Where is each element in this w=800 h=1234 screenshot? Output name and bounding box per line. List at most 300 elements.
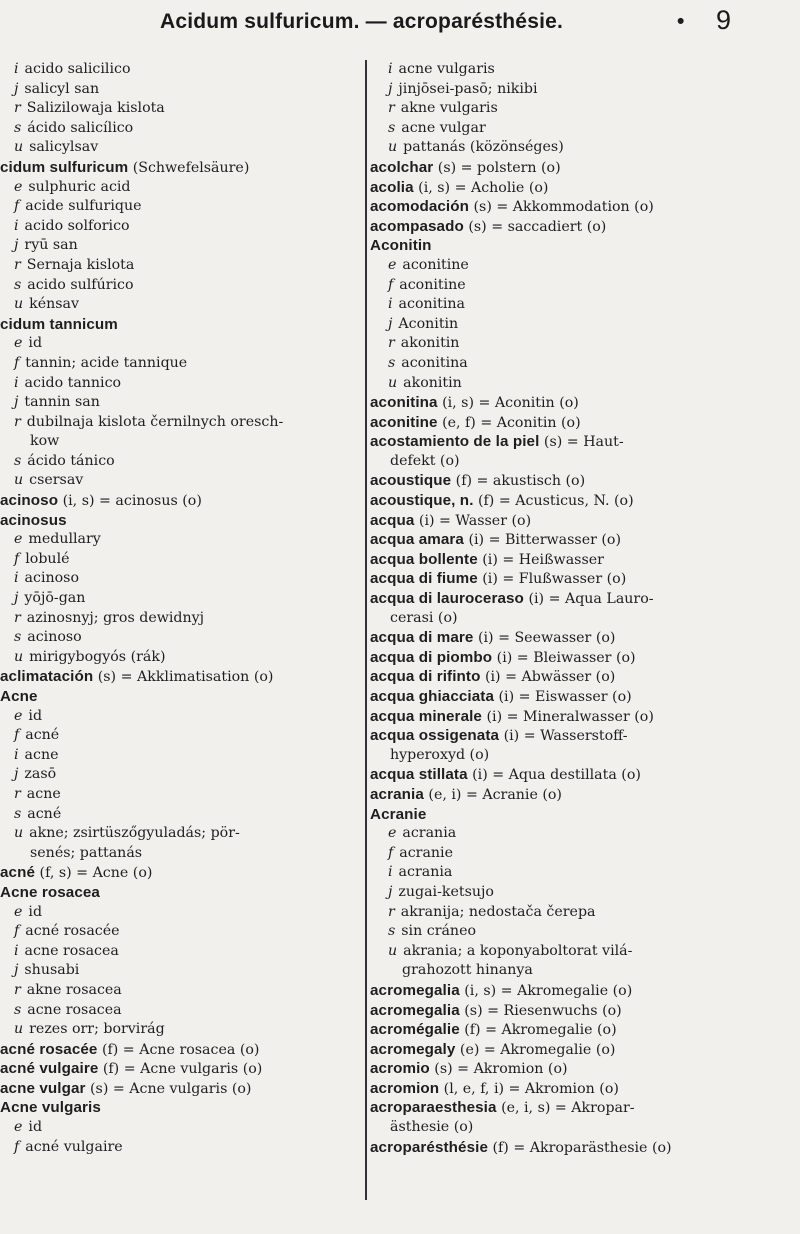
language-code: r bbox=[14, 413, 21, 430]
dictionary-entry bbox=[368, 471, 793, 491]
headword: acroparaesthesia bbox=[370, 1099, 497, 1117]
entry-definition: (s) = Akklimatisation (o) bbox=[93, 669, 274, 686]
translation-text: akonitin bbox=[403, 374, 462, 391]
translation-text: Aconitin bbox=[398, 315, 459, 332]
dictionary-entry bbox=[0, 1040, 352, 1060]
translation-line bbox=[0, 922, 352, 942]
dictionary-entry bbox=[0, 863, 352, 883]
translation-line bbox=[0, 276, 352, 296]
language-code: r bbox=[14, 100, 21, 117]
entry-definition: (s) = Akromion (o) bbox=[429, 1061, 568, 1078]
headword: acoustique bbox=[370, 472, 452, 490]
continuation-line bbox=[368, 961, 793, 981]
translation-line bbox=[0, 981, 352, 1001]
translation-line bbox=[0, 119, 352, 139]
translation-text: grahozott hinanya bbox=[402, 962, 533, 979]
language-code: i bbox=[388, 61, 393, 77]
entry-definition: (l, e, f, i) = Akromion (o) bbox=[439, 1080, 619, 1097]
headword: acolia bbox=[370, 178, 414, 196]
entry-definition: (f) = Akromegalie (o) bbox=[459, 1022, 617, 1039]
translation-text: akrania; a koponyaboltorat vilá- bbox=[403, 942, 633, 959]
headword: cidum tannicum bbox=[0, 315, 118, 333]
page-header bbox=[0, 0, 800, 44]
entry-definition: (i) = Heißwasser bbox=[477, 551, 604, 568]
language-code: r bbox=[14, 981, 21, 998]
headword: acqua bollente bbox=[370, 550, 478, 568]
translation-line bbox=[0, 374, 352, 394]
headword: acqua bbox=[370, 511, 415, 529]
translation-text: acrania bbox=[402, 825, 457, 842]
translation-text: acne vulgaris bbox=[398, 61, 495, 77]
headword: acqua minerale bbox=[370, 707, 482, 725]
headword: Acranie bbox=[370, 805, 427, 823]
continuation-line bbox=[368, 609, 793, 629]
translation-text: acide sulfurique bbox=[25, 198, 142, 215]
dictionary-entry bbox=[0, 1059, 352, 1079]
headword: acinoso bbox=[0, 492, 59, 510]
headword: acqua amara bbox=[370, 531, 464, 549]
translation-text: acranie bbox=[399, 844, 453, 861]
translation-line bbox=[0, 805, 352, 825]
headword: acompasado bbox=[370, 217, 464, 235]
translation-text: salicyl san bbox=[24, 80, 100, 97]
dictionary-entry bbox=[368, 707, 793, 727]
language-code: e bbox=[14, 335, 23, 352]
translation-text: hyperoxyd (o) bbox=[390, 746, 490, 763]
translation-line bbox=[0, 1138, 352, 1158]
language-code: i bbox=[14, 746, 19, 763]
translation-text: zasō bbox=[24, 766, 57, 783]
headword: acné rosacée bbox=[0, 1040, 98, 1058]
dictionary-entry bbox=[0, 491, 352, 511]
translation-text: azinosnyj; gros dewidnyj bbox=[26, 609, 205, 626]
entry-definition: (s) = Acne vulgaris (o) bbox=[85, 1080, 252, 1097]
translation-text: Salizilowaja kislota bbox=[26, 100, 165, 117]
translation-line bbox=[368, 60, 793, 80]
dictionary-entry bbox=[368, 1098, 793, 1118]
headword: acromegalia bbox=[370, 981, 460, 999]
dictionary-entry bbox=[368, 1059, 793, 1079]
translation-line bbox=[368, 354, 793, 374]
language-code: u bbox=[14, 648, 24, 665]
translation-text: id bbox=[28, 903, 43, 920]
dictionary-entry bbox=[0, 1098, 352, 1118]
language-code: i bbox=[14, 374, 19, 391]
headword: acomodación bbox=[370, 198, 469, 216]
translation-text: aconitina bbox=[398, 296, 466, 313]
entry-definition: (f) = Acusticus, N. (o) bbox=[473, 493, 634, 510]
dictionary-entry bbox=[368, 393, 793, 413]
translation-text: medullary bbox=[28, 531, 101, 548]
translation-line bbox=[0, 452, 352, 472]
dictionary-entry bbox=[368, 413, 793, 433]
dictionary-entry bbox=[368, 158, 793, 178]
language-code: s bbox=[14, 805, 22, 822]
translation-text: acido tannico bbox=[24, 374, 122, 391]
headword: aconitine bbox=[370, 413, 438, 431]
translation-line bbox=[0, 903, 352, 923]
language-code: f bbox=[14, 923, 20, 940]
dictionary-entry bbox=[368, 765, 793, 785]
translation-line bbox=[0, 334, 352, 354]
translation-line bbox=[368, 256, 793, 276]
dictionary-entry bbox=[368, 1020, 793, 1040]
translation-line bbox=[0, 589, 352, 609]
translation-line bbox=[0, 295, 352, 315]
translation-text: aconitina bbox=[401, 354, 468, 371]
language-code: r bbox=[14, 256, 21, 273]
dictionary-entry bbox=[0, 158, 352, 178]
dictionary-entry bbox=[368, 432, 793, 452]
translation-text: id bbox=[28, 335, 43, 352]
translation-text: sulphuric acid bbox=[28, 178, 131, 195]
translation-text: akonitin bbox=[400, 335, 460, 352]
translation-text: csersav bbox=[29, 472, 84, 489]
entry-definition: (i) = Bleiwasser (o) bbox=[492, 649, 636, 666]
dictionary-entry bbox=[368, 491, 793, 511]
dictionary-entry bbox=[368, 648, 793, 668]
entry-definition: (e, i) = Acranie (o) bbox=[423, 786, 562, 803]
translation-line bbox=[368, 863, 793, 883]
language-code: s bbox=[14, 1001, 22, 1018]
language-code: u bbox=[14, 1021, 24, 1038]
translation-text: kénsav bbox=[29, 296, 80, 313]
language-code: e bbox=[388, 256, 397, 273]
language-code: s bbox=[388, 119, 396, 136]
language-code: e bbox=[14, 531, 23, 548]
language-code: s bbox=[388, 354, 396, 371]
translation-line bbox=[0, 413, 352, 433]
dictionary-entry bbox=[368, 628, 793, 648]
language-code: e bbox=[14, 707, 23, 724]
entry-definition: (s) = Riesenwuchs (o) bbox=[459, 1002, 622, 1019]
translation-line bbox=[0, 236, 352, 256]
translation-line bbox=[0, 1118, 352, 1138]
translation-text: Sernaja kislota bbox=[26, 256, 135, 273]
left-column bbox=[0, 60, 352, 1157]
dictionary-entry bbox=[368, 1138, 793, 1158]
headword: acqua stillata bbox=[370, 766, 468, 784]
entry-definition: (i) = Seewasser (o) bbox=[473, 630, 616, 647]
translation-line bbox=[368, 80, 793, 100]
entry-definition: (s) = saccadiert (o) bbox=[463, 218, 607, 235]
language-code: u bbox=[14, 296, 24, 313]
entry-definition: (f) = Akroparästhesie (o) bbox=[488, 1139, 672, 1156]
headword: acoustique, n. bbox=[370, 492, 474, 510]
translation-line bbox=[368, 315, 793, 335]
dictionary-entry bbox=[368, 197, 793, 217]
language-code: u bbox=[388, 942, 398, 959]
translation-text: acinoso bbox=[24, 570, 79, 587]
headword: acromion bbox=[370, 1079, 440, 1097]
language-code: j bbox=[388, 315, 393, 332]
entry-definition: (i) = Wasserstoff- bbox=[499, 728, 628, 745]
entry-definition: (i) = Bitterwasser (o) bbox=[463, 532, 622, 549]
continuation-line bbox=[368, 1118, 793, 1138]
headword: acromegaly bbox=[370, 1040, 456, 1058]
dictionary-entry bbox=[368, 178, 793, 198]
entry-definition: (i) = Wasser (o) bbox=[414, 512, 532, 529]
translation-text: akne; zsirtüszőgyuladás; pör- bbox=[29, 825, 240, 842]
translation-text: ácido tánico bbox=[27, 452, 115, 469]
translation-line bbox=[0, 648, 352, 668]
language-code: j bbox=[14, 237, 19, 254]
translation-text: acido sulfúrico bbox=[27, 276, 134, 293]
dictionary-entry bbox=[368, 569, 793, 589]
translation-text: acinoso bbox=[27, 629, 82, 646]
dictionary-entry bbox=[368, 687, 793, 707]
translation-line bbox=[368, 99, 793, 119]
translation-text: akranija; nedostača čerepa bbox=[400, 903, 596, 920]
translation-line bbox=[0, 354, 352, 374]
page-number: 9 bbox=[716, 5, 732, 35]
translation-line bbox=[368, 844, 793, 864]
dictionary-entry bbox=[368, 785, 793, 805]
headword: acroparésthésie bbox=[370, 1138, 489, 1156]
headword: acromegalia bbox=[370, 1001, 460, 1019]
translation-line bbox=[0, 393, 352, 413]
language-code: i bbox=[14, 217, 19, 234]
entry-definition: (i, s) = acinosus (o) bbox=[58, 493, 202, 510]
entry-definition: (Schwefelsäure) bbox=[128, 159, 250, 176]
language-code: j bbox=[14, 394, 19, 411]
translation-line bbox=[368, 883, 793, 903]
entry-definition: (s) = Haut- bbox=[539, 434, 624, 451]
entry-definition: (s) = Akkommodation (o) bbox=[469, 199, 654, 216]
translation-text: dubilnaja kislota černilnych oresch- bbox=[26, 413, 284, 430]
language-code: u bbox=[388, 139, 398, 156]
entry-definition: (e, i, s) = Akropar- bbox=[496, 1100, 635, 1117]
translation-text: defekt (o) bbox=[390, 452, 460, 469]
translation-line bbox=[0, 765, 352, 785]
language-code: f bbox=[14, 354, 20, 371]
headword: acne vulgar bbox=[0, 1079, 86, 1097]
language-code: i bbox=[14, 942, 19, 959]
translation-text: acrania bbox=[398, 864, 453, 881]
dictionary-entry bbox=[0, 687, 352, 707]
translation-line bbox=[0, 569, 352, 589]
translation-line bbox=[0, 60, 352, 80]
dictionary-entry bbox=[368, 589, 793, 609]
translation-line bbox=[368, 276, 793, 296]
dictionary-entry bbox=[368, 981, 793, 1001]
headword: Aconitin bbox=[370, 237, 432, 255]
dictionary-entry bbox=[0, 315, 352, 335]
language-code: u bbox=[388, 374, 398, 391]
translation-line bbox=[368, 138, 793, 158]
headword: acqua di rifinto bbox=[370, 668, 481, 686]
dictionary-entry bbox=[0, 511, 352, 531]
translation-text: acné bbox=[25, 727, 60, 744]
right-column bbox=[367, 60, 793, 1157]
translation-line bbox=[0, 256, 352, 276]
language-code: r bbox=[388, 100, 395, 117]
language-code: e bbox=[14, 1119, 23, 1136]
translation-text: ryū san bbox=[24, 237, 78, 254]
headword: acromio bbox=[370, 1060, 430, 1078]
language-code: r bbox=[388, 335, 395, 352]
translation-line bbox=[0, 217, 352, 237]
entry-definition: (i) = Aqua destillata (o) bbox=[467, 767, 641, 784]
entry-definition: (i, s) = Aconitin (o) bbox=[437, 395, 579, 412]
continuation-line bbox=[0, 844, 352, 864]
entry-definition: (s) = polstern (o) bbox=[433, 159, 561, 176]
language-code: r bbox=[14, 785, 21, 802]
language-code: i bbox=[388, 864, 393, 881]
translation-line bbox=[368, 374, 793, 394]
translation-text: acne bbox=[24, 746, 59, 763]
headword: acqua di piombo bbox=[370, 648, 493, 666]
dictionary-entry bbox=[0, 1079, 352, 1099]
language-code: f bbox=[388, 844, 394, 861]
translation-line bbox=[0, 628, 352, 648]
translation-line bbox=[368, 295, 793, 315]
translation-text: ästhesie (o) bbox=[390, 1119, 474, 1136]
dictionary-entry bbox=[368, 236, 793, 256]
translation-text: acné rosacée bbox=[25, 923, 120, 940]
translation-line bbox=[0, 471, 352, 491]
language-code: r bbox=[388, 903, 395, 920]
translation-line bbox=[0, 942, 352, 962]
headword: aclimatación bbox=[0, 668, 94, 686]
entry-definition: (i) = Eiswasser (o) bbox=[494, 689, 632, 705]
dictionary-entry bbox=[368, 805, 793, 825]
language-code: s bbox=[388, 923, 396, 940]
language-code: u bbox=[14, 139, 24, 156]
translation-text: akne rosacea bbox=[26, 981, 122, 998]
continuation-line bbox=[368, 746, 793, 766]
entry-definition: (i) = Abwässer (o) bbox=[480, 669, 616, 686]
translation-text: sin cráneo bbox=[401, 923, 477, 940]
dictionary-entry bbox=[368, 511, 793, 531]
headword: aconitina bbox=[370, 394, 438, 412]
translation-line bbox=[368, 903, 793, 923]
language-code: s bbox=[14, 276, 22, 293]
translation-line bbox=[0, 99, 352, 119]
entry-definition: (i, s) = Acholie (o) bbox=[413, 179, 549, 196]
translation-text: pattanás (közönséges) bbox=[403, 139, 564, 156]
translation-text: acne rosacea bbox=[24, 942, 119, 959]
translation-line bbox=[0, 530, 352, 550]
translation-line bbox=[0, 726, 352, 746]
translation-text: rezes orr; borvirág bbox=[29, 1021, 165, 1038]
translation-line bbox=[0, 80, 352, 100]
translation-text: cerasi (o) bbox=[390, 609, 458, 626]
dictionary-entry bbox=[0, 883, 352, 903]
language-code: r bbox=[14, 609, 21, 626]
language-code: f bbox=[14, 1138, 20, 1155]
translation-text: mirigybogyós (rák) bbox=[29, 648, 166, 665]
entry-definition: (i) = Aqua Lauro- bbox=[523, 591, 654, 608]
headword: Acne bbox=[0, 688, 38, 705]
translation-line bbox=[0, 550, 352, 570]
translation-text: yōjō-gan bbox=[24, 590, 86, 607]
headword: Acne rosacea bbox=[0, 883, 100, 901]
language-code: f bbox=[388, 276, 394, 293]
headword: acrania bbox=[370, 785, 424, 803]
language-code: f bbox=[14, 198, 20, 215]
language-code: i bbox=[14, 570, 19, 587]
dictionary-entry bbox=[0, 667, 352, 687]
translation-text: acido salicilico bbox=[24, 61, 131, 77]
translation-text: acné vulgaire bbox=[25, 1138, 123, 1155]
translation-text: acne vulgar bbox=[401, 119, 486, 136]
dictionary-entry bbox=[368, 1079, 793, 1099]
translation-line bbox=[0, 138, 352, 158]
language-code: e bbox=[388, 825, 397, 842]
headword: acné bbox=[0, 864, 36, 882]
translation-line bbox=[0, 609, 352, 629]
language-code: i bbox=[388, 296, 393, 313]
headword: acostamiento de la piel bbox=[370, 433, 540, 451]
translation-line bbox=[0, 1001, 352, 1021]
translation-line bbox=[0, 707, 352, 727]
translation-line bbox=[368, 922, 793, 942]
headword: cidum sulfuricum bbox=[0, 158, 129, 176]
continuation-line bbox=[0, 432, 352, 452]
dictionary-entry bbox=[368, 550, 793, 570]
bullet-mark: • bbox=[677, 10, 685, 33]
language-code: u bbox=[14, 472, 24, 489]
translation-text: aconitine bbox=[399, 276, 466, 293]
dictionary-entry bbox=[368, 1040, 793, 1060]
headword: acné vulgaire bbox=[0, 1060, 99, 1078]
continuation-line bbox=[368, 452, 793, 472]
translation-text: salicylsav bbox=[29, 139, 99, 156]
headword: acromégalie bbox=[370, 1021, 460, 1039]
headword: acqua ossigenata bbox=[370, 727, 500, 745]
translation-line bbox=[368, 942, 793, 962]
language-code: s bbox=[14, 629, 22, 646]
language-code: f bbox=[14, 727, 20, 744]
entry-definition: (i) = Mineralwasser (o) bbox=[481, 708, 654, 725]
translation-line bbox=[0, 824, 352, 844]
translation-text: acné bbox=[27, 805, 62, 822]
headword: acqua di fiume bbox=[370, 570, 478, 588]
translation-text: jinjōsei-pasō; nikibi bbox=[398, 80, 538, 97]
dictionary-entry bbox=[368, 667, 793, 687]
dictionary-entry bbox=[368, 530, 793, 550]
language-code: j bbox=[14, 80, 19, 97]
language-code: j bbox=[14, 766, 19, 783]
translation-text: ácido salicílico bbox=[27, 119, 134, 136]
language-code: f bbox=[14, 550, 20, 567]
language-code: e bbox=[14, 903, 23, 920]
translation-line bbox=[0, 197, 352, 217]
entry-definition: (e) = Akromegalie (o) bbox=[455, 1041, 616, 1058]
language-code: e bbox=[14, 178, 23, 195]
translation-text: acne bbox=[26, 785, 61, 802]
translation-text: acido solforico bbox=[24, 217, 130, 234]
entry-definition: (i, s) = Akromegalie (o) bbox=[459, 982, 633, 999]
translation-text: akne vulgaris bbox=[400, 100, 498, 117]
translation-text: zugai-ketsujo bbox=[398, 883, 494, 900]
dictionary-entry bbox=[368, 217, 793, 237]
headword: acinosus bbox=[0, 511, 67, 529]
running-head: Acidum sulfuricum. — acroparésthésie. bbox=[160, 10, 564, 33]
dictionary-entry bbox=[368, 726, 793, 746]
translation-line bbox=[368, 119, 793, 139]
translation-text: tannin; acide tannique bbox=[25, 354, 188, 371]
language-code: j bbox=[388, 883, 393, 900]
entry-definition: (e, f) = Aconitin (o) bbox=[437, 414, 581, 431]
entry-definition: (f) = Acne rosacea (o) bbox=[97, 1041, 260, 1058]
headword: acolchar bbox=[370, 158, 434, 176]
translation-text: acne rosacea bbox=[27, 1001, 122, 1018]
translation-text: aconitine bbox=[402, 256, 469, 273]
entry-definition: (f) = Acne vulgaris (o) bbox=[98, 1061, 263, 1078]
entry-definition: (f, s) = Acne (o) bbox=[35, 865, 153, 882]
